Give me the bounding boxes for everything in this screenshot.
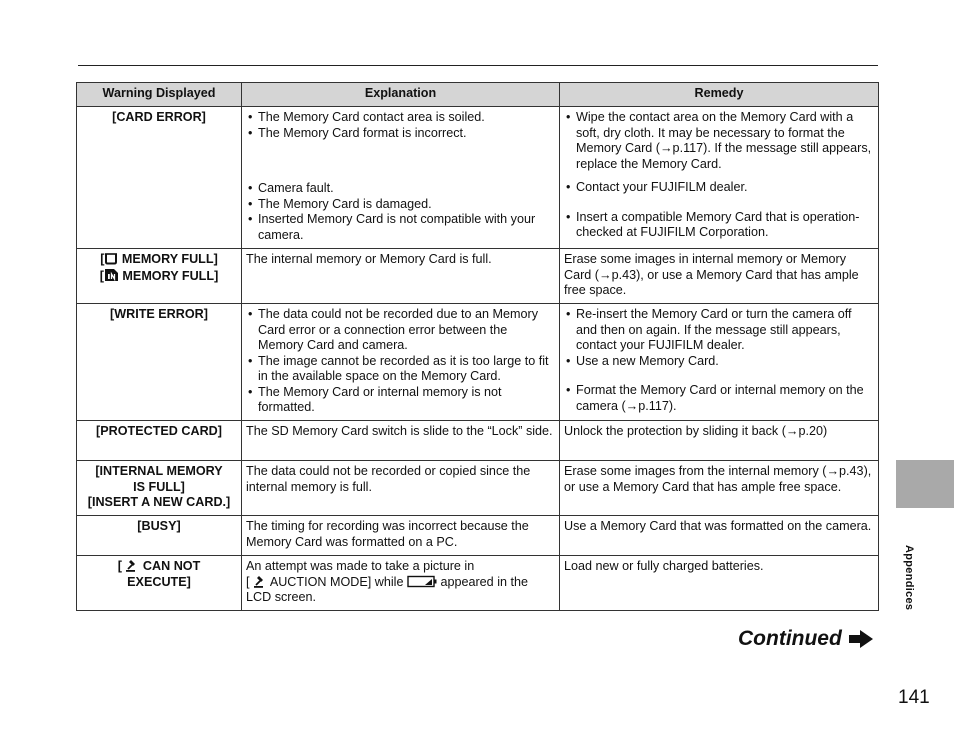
list-item: • The Memory Card is damaged. (246, 197, 555, 213)
warning-protected-card: [PROTECTED CARD] (77, 421, 242, 461)
list-item: • The image cannot be recorded as it is too large to fit in the available space on the Memory Card. (246, 354, 555, 385)
table-row (77, 421, 879, 461)
internal-memory-icon (104, 252, 118, 265)
explanation-cell: The SD Memory Card switch is slide to the “Lock” side. (242, 421, 560, 461)
explanation-cell: The data could not be recorded or copied since the internal memory is full. (242, 461, 560, 516)
list-item: • Inserted Memory Card is not compatible with your camera. (246, 212, 555, 243)
column-header-warning: Warning Displayed (77, 83, 242, 107)
explanation-line: appeared in the (440, 574, 528, 589)
warning-line: [INTERNAL MEMORY (95, 464, 223, 478)
memory-full-label: MEMORY FULL] (122, 268, 219, 283)
table-row (77, 304, 879, 421)
list-item: • Insert a compatible Memory Card that is operation-checked at FUJIFILM Corporation. (564, 210, 874, 241)
list-item: • The Memory Card contact area is soiled. (246, 110, 555, 126)
warning-card-error: [CARD ERROR] (77, 107, 242, 249)
battery-low-icon (407, 575, 437, 588)
explanation-line: An attempt was made to take a picture in (246, 559, 475, 573)
explanation-cell (242, 107, 560, 249)
remedy-cell: Erase some images from the internal memory (→p.43), or use a Memory Card that has ample free space. (560, 461, 879, 516)
table-header-row (77, 83, 879, 107)
remedy-cell: Erase some images in internal memory or Memory Card (→p.43), or use a Memory Card that has ample free space. (560, 249, 879, 304)
warning-line: EXECUTE] (127, 574, 191, 589)
remedy-cell: Load new or fully charged batteries. (560, 556, 879, 611)
auction-mode-icon (125, 559, 139, 572)
warning-busy: [BUSY] (77, 516, 242, 556)
continued-label (738, 627, 874, 651)
explanation-cell: An attempt was made to take a picture in [ AUCTION MODE] while appeared in the LCD screen. (242, 556, 560, 611)
table-row (77, 249, 879, 304)
warning-table (76, 82, 879, 611)
explanation-line: AUCTION MODE] while (269, 574, 404, 589)
table-row (77, 461, 879, 516)
top-rule (78, 65, 878, 66)
list-item: • Format the Memory Card or internal memory on the camera (→p.117). (564, 383, 874, 414)
list-item: • The Memory Card or internal memory is not formatted. (246, 385, 555, 416)
remedy-cell: Unlock the protection by sliding it back (→p.20) (560, 421, 879, 461)
warning-can-not-execute: [ CAN NOT EXECUTE] (77, 556, 242, 611)
warning-line: CAN NOT (142, 559, 201, 573)
list-item: • Wipe the contact area on the Memory Card with a soft, dry cloth. It may be necessary to format the Memory Card (→p.117). If the message still appears, replace the Memory Card. (564, 110, 874, 172)
column-header-remedy: Remedy (560, 83, 879, 107)
arrow-right-icon (848, 629, 874, 649)
column-header-explanation: Explanation (242, 83, 560, 107)
continued-text: Continued (738, 627, 842, 650)
page-number: 141 (898, 687, 930, 708)
explanation-cell: The timing for recording was incorrect because the Memory Card was formatted on a PC. (242, 516, 560, 556)
section-label: Appendices (903, 545, 915, 611)
memory-full-label: MEMORY FULL] (121, 252, 218, 266)
list-item: • Re-insert the Memory Card or turn the camera off and then on again. If the message still appears, contact your FUJIFILM dealer. (564, 307, 874, 354)
section-tab (896, 460, 954, 508)
remedy-cell: Use a Memory Card that was formatted on the camera. (560, 516, 879, 556)
auction-mode-icon (253, 575, 267, 588)
warning-line: IS FULL] (133, 479, 185, 494)
explanation-cell: The internal memory or Memory Card is full. (242, 249, 560, 304)
warning-memory-full: [ MEMORY FULL] [ MEMORY FULL] (77, 249, 242, 304)
list-item: • Camera fault. (246, 181, 555, 197)
table-row (77, 107, 879, 249)
warning-line: [INSERT A NEW CARD.] (87, 495, 231, 509)
list-item: • Use a new Memory Card. (564, 354, 874, 370)
list-item: • The data could not be recorded due to an Memory Card error or a connection error between the Memory Card and camera. (246, 307, 555, 354)
remedy-cell (560, 107, 879, 249)
list-item: • The Memory Card format is incorrect. (246, 126, 555, 142)
explanation-cell (242, 304, 560, 421)
list-item: • Contact your FUJIFILM dealer. (564, 180, 874, 196)
memory-card-icon (104, 268, 119, 282)
warning-write-error: [WRITE ERROR] (77, 304, 242, 421)
warning-internal-memory-full (77, 461, 242, 516)
explanation-line: LCD screen. (246, 590, 316, 604)
table-row (77, 516, 879, 556)
remedy-cell (560, 304, 879, 421)
table-row (77, 556, 879, 611)
